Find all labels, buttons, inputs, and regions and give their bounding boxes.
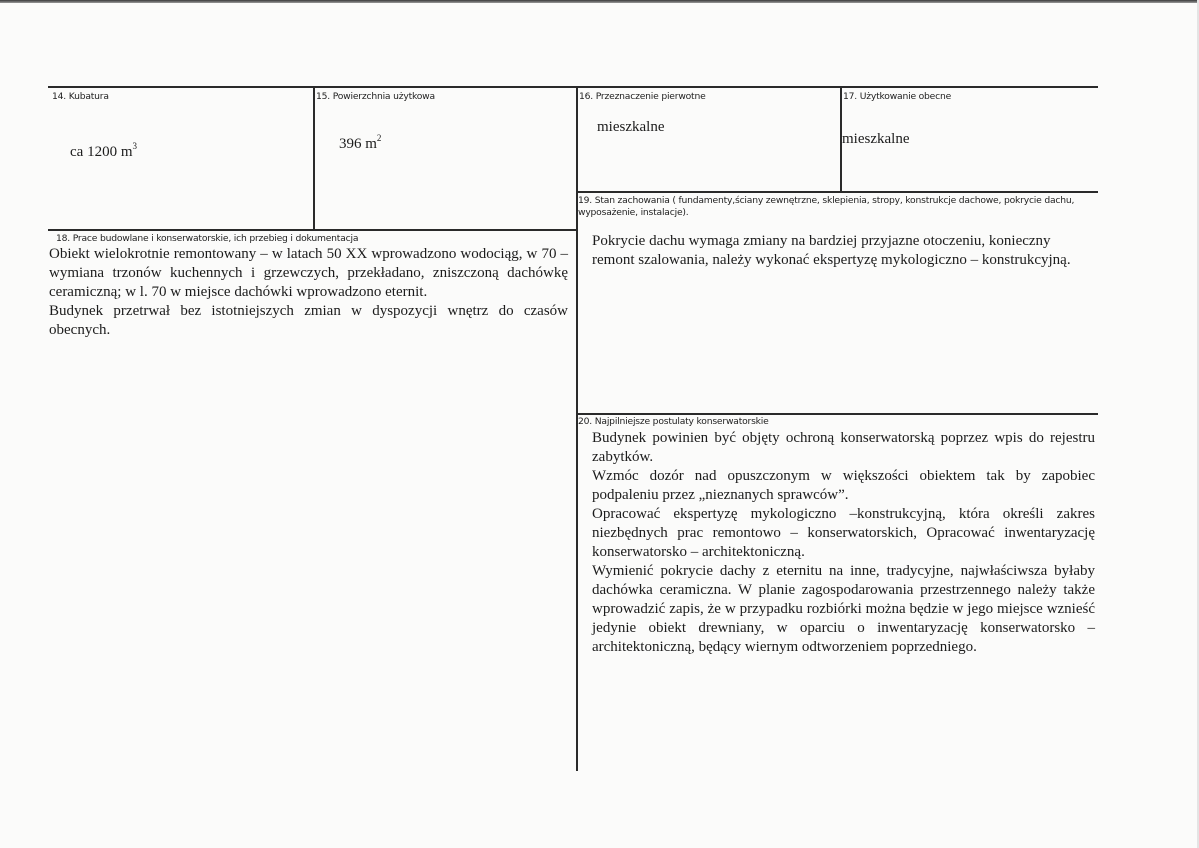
- field-20-paragraph: Opracować ekspertyzę mykologiczno –konstrukcyjną, która określi zakres niezbędnych prac remontowo – konserwatorskich, Opracować inwentaryzację konserwatorsko – architektoniczną.: [592, 506, 1095, 560]
- field-14-value-text: ca 1200 m: [70, 144, 133, 160]
- divider-17-19: [576, 191, 1098, 193]
- field-15-label: 15. Powierzchnia użytkowa: [316, 91, 435, 102]
- field-18-label: 18. Prace budowlane i konserwatorskie, ich przebieg i dokumentacja: [56, 233, 359, 244]
- field-19-paragraph: Pokrycie dachu wymaga zmiany na bardziej przyjazne otoczeniu, konieczny remont szalowania, należy wykonać ekspertyzę mykologiczno – konstrukcyjną.: [592, 233, 1071, 268]
- top-border: [48, 86, 1098, 88]
- field-20-paragraph: Budynek powinien być objęty ochroną konserwatorską poprzez wpis do rejestru zabytków.: [592, 430, 1095, 465]
- field-19-content: [592, 232, 1094, 270]
- divider-15-18: [48, 229, 577, 231]
- field-15-value-exponent: 2: [376, 133, 382, 143]
- divider-14-15: [313, 86, 315, 230]
- field-18-paragraph: Budynek przetrwał bez istotniejszych zmian w dyspozycji wnętrz do czasów obecnych.: [49, 303, 568, 338]
- scan-edge-shadow: [0, 0, 1199, 3]
- field-18-paragraph: Obiekt wielokrotnie remontowany – w latach 50 XX wprowadzono wodociąg, w 70 – wymiana trzonów kuchennych i grzewczych, przekładano, zniszczoną dachówkę ceramiczną; w l. 70 w miejsce dachówki wprowadzono eternit.: [49, 246, 568, 300]
- field-20-label: 20. Najpilniejsze postulaty konserwatorskie: [578, 416, 769, 427]
- field-15-value: [339, 134, 381, 153]
- field-14-value-exponent: 3: [132, 141, 137, 151]
- divider-19-20: [576, 413, 1098, 415]
- field-14-label: 14. Kubatura: [52, 91, 109, 102]
- field-17-value: mieszkalne: [842, 131, 910, 147]
- divider-center: [576, 86, 578, 771]
- field-14-value: [70, 142, 137, 161]
- field-20-paragraph: Wymienić pokrycie dachy z eternitu na inne, tradycyjne, najwłaściwsza byłaby dachówka ceramiczna. W planie zagospodarowania przestrzennego należy także wprowadzić zapis, że w przypadku rozbiórki można będzie w jego miejsce wznieść jedynie obiekt drewniany, w oparciu o inwentaryzację konserwatorsko – architektoniczną, będący wiernym odtworzeniem poprzedniego.: [592, 563, 1095, 655]
- field-20-paragraph: Wzmóc dozór nad opuszczonym w większości obiektem tak by zapobiec podpaleniu przez „nieznanych sprawców”.: [592, 468, 1095, 503]
- field-16-label: 16. Przeznaczenie pierwotne: [579, 91, 706, 102]
- field-20-content: [592, 429, 1095, 657]
- field-19-label: 19. Stan zachowania ( fundamenty,ściany zewnętrzne, sklepienia, stropy, konstrukcje dachowe, pokrycie dachu, wyposażenie, instalacje).: [578, 195, 1075, 218]
- field-18-content: [49, 245, 568, 340]
- field-15-value-text: 396 m: [339, 136, 377, 152]
- field-17-label: 17. Użytkowanie obecne: [843, 91, 952, 102]
- field-16-value: mieszkalne: [597, 119, 665, 135]
